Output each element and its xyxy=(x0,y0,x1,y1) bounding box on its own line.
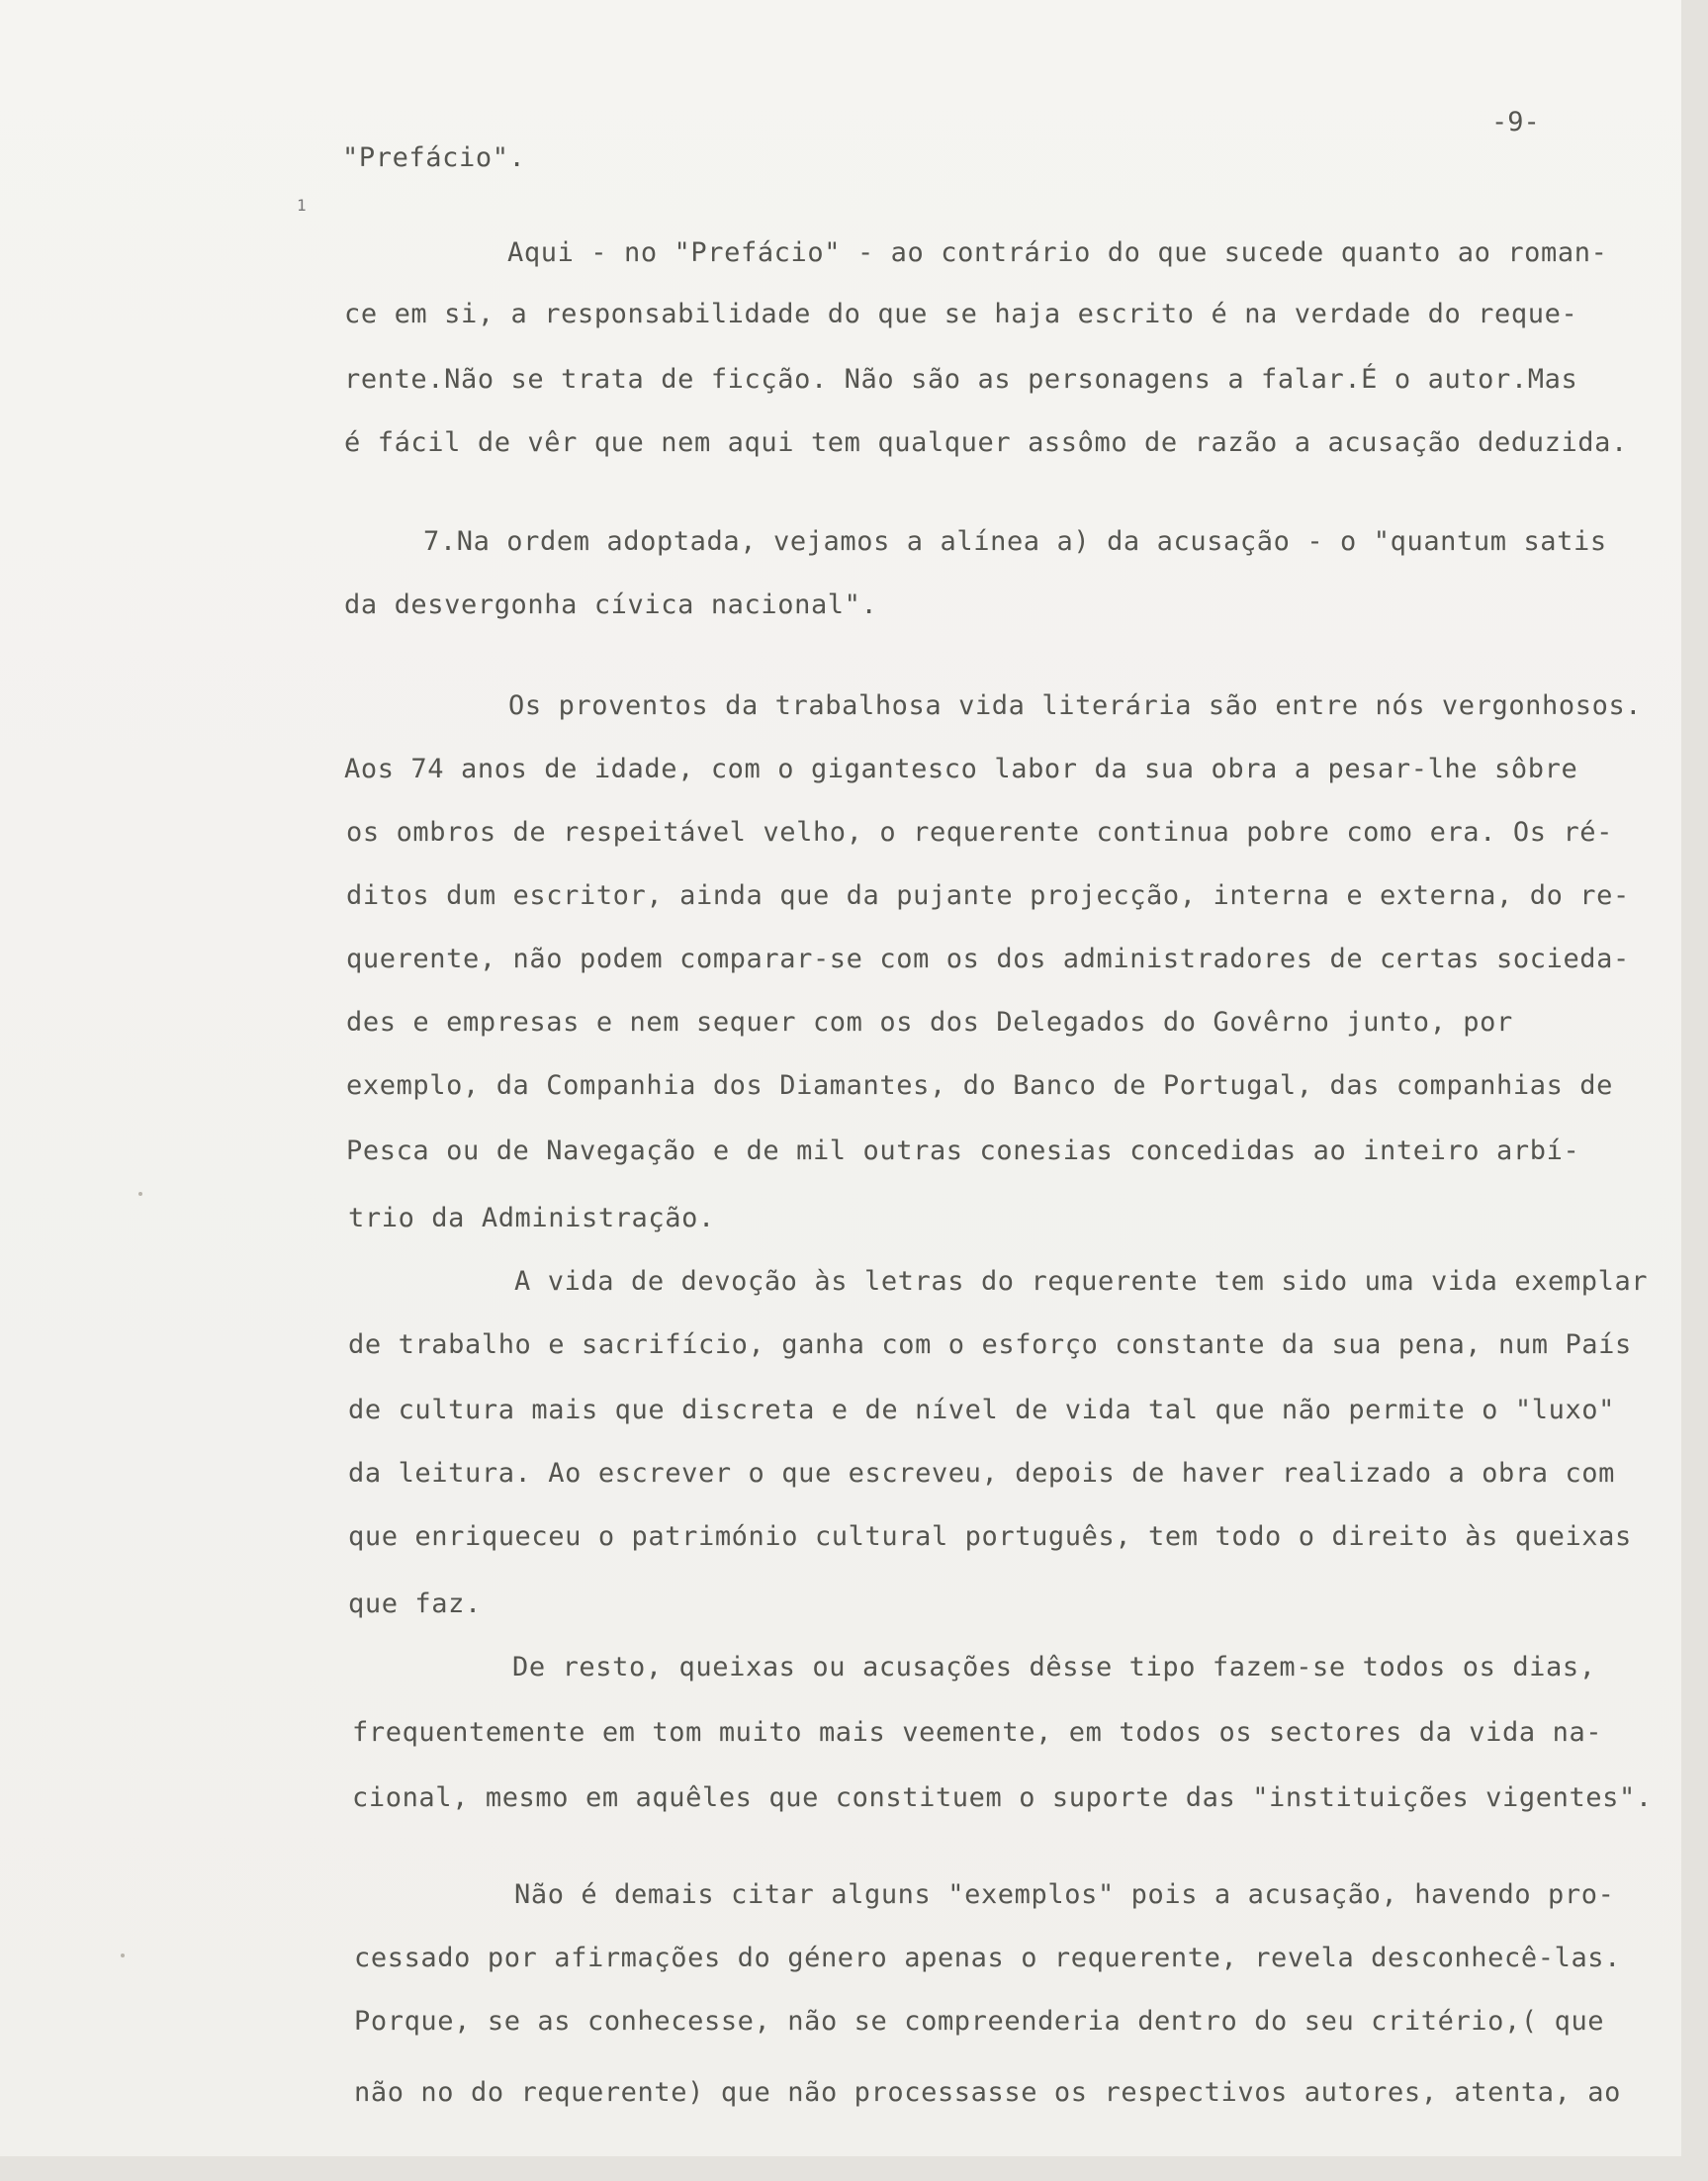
text-line-23: De resto, queixas ou acusações dêsse tipo fazem-se todos os dias, xyxy=(512,1652,1596,1682)
text-line-15: Pesca ou de Navegação e de mil outras conesias concedidas ao inteiro arbí- xyxy=(346,1136,1580,1166)
text-line-19: de cultura mais que discreta e de nível de vida tal que não permite o "luxo" xyxy=(348,1395,1616,1425)
text-line-13: des e empresas e nem sequer com os dos Delegados do Govêrno junto, por xyxy=(346,1007,1513,1038)
text-line-7: da desvergonha cívica nacional". xyxy=(344,590,878,620)
text-line-1: "Prefácio". xyxy=(342,142,526,173)
page-number: -9- xyxy=(1491,107,1540,137)
text-line-5: é fácil de vêr que nem aqui tem qualquer assômo de razão a acusação deduzida. xyxy=(344,427,1628,458)
text-line-12: querente, não podem comparar-se com os dos administradores de certas socieda- xyxy=(346,944,1630,974)
paper-speck xyxy=(138,1192,142,1196)
text-line-9: Aos 74 anos de idade, com o gigantesco labor da sua obra a pesar-lhe sôbre xyxy=(344,754,1578,784)
text-line-28: Porque, se as conhecesse, não se compreenderia dentro do seu critério,( que xyxy=(354,2006,1605,2037)
margin-mark: 1 xyxy=(297,196,307,215)
text-line-27: cessado por afirmações do género apenas o requerente, revela desconhecê-las. xyxy=(354,1943,1622,1973)
text-line-17: A vida de devoção às letras do requerente tem sido uma vida exemplar xyxy=(514,1266,1649,1297)
text-line-10: os ombros de respeitável velho, o requerente continua pobre como era. Os ré- xyxy=(346,817,1614,848)
text-line-14: exemplo, da Companhia dos Diamantes, do Banco de Portugal, das companhias de xyxy=(346,1070,1614,1101)
page-bottom-edge xyxy=(0,2156,1708,2181)
text-line-21: que enriqueceu o património cultural português, tem todo o direito às queixas xyxy=(348,1521,1632,1552)
paper-speck xyxy=(121,1954,125,1957)
text-line-18: de trabalho e sacrifício, ganha com o esforço constante da sua pena, num País xyxy=(348,1329,1632,1360)
text-line-3: ce em si, a responsabilidade do que se haja escrito é na verdade do reque- xyxy=(344,299,1578,329)
text-line-8: Os proventos da trabalhosa vida literária são entre nós vergonhosos. xyxy=(508,690,1643,721)
page-edge xyxy=(1681,0,1708,2181)
text-line-29: não no do requerente) que não processasse os respectivos autores, atenta, ao xyxy=(354,2077,1622,2108)
text-line-16: trio da Administração. xyxy=(348,1203,715,1233)
text-line-22: que faz. xyxy=(348,1589,482,1619)
text-line-6: 7.Na ordem adoptada, vejamos a alínea a) da acusação - o "quantum satis xyxy=(423,526,1607,557)
text-line-2: Aqui - no "Prefácio" - ao contrário do que sucede quanto ao roman- xyxy=(507,237,1608,268)
text-line-24: frequentemente em tom muito mais veemente, em todos os sectores da vida na- xyxy=(352,1717,1603,1748)
text-line-25: cional, mesmo em aquêles que constituem o suporte das "instituições vigentes". xyxy=(352,1782,1653,1813)
text-line-4: rente.Não se trata de ficção. Não são as personagens a falar.É o autor.Mas xyxy=(344,364,1578,395)
text-line-26: Não é demais citar alguns "exemplos" pois a acusação, havendo pro- xyxy=(514,1879,1615,1910)
text-line-11: ditos dum escritor, ainda que da pujante projecção, interna e externa, do re- xyxy=(346,880,1630,911)
text-line-20: da leitura. Ao escrever o que escreveu, depois de haver realizado a obra com xyxy=(348,1458,1616,1489)
